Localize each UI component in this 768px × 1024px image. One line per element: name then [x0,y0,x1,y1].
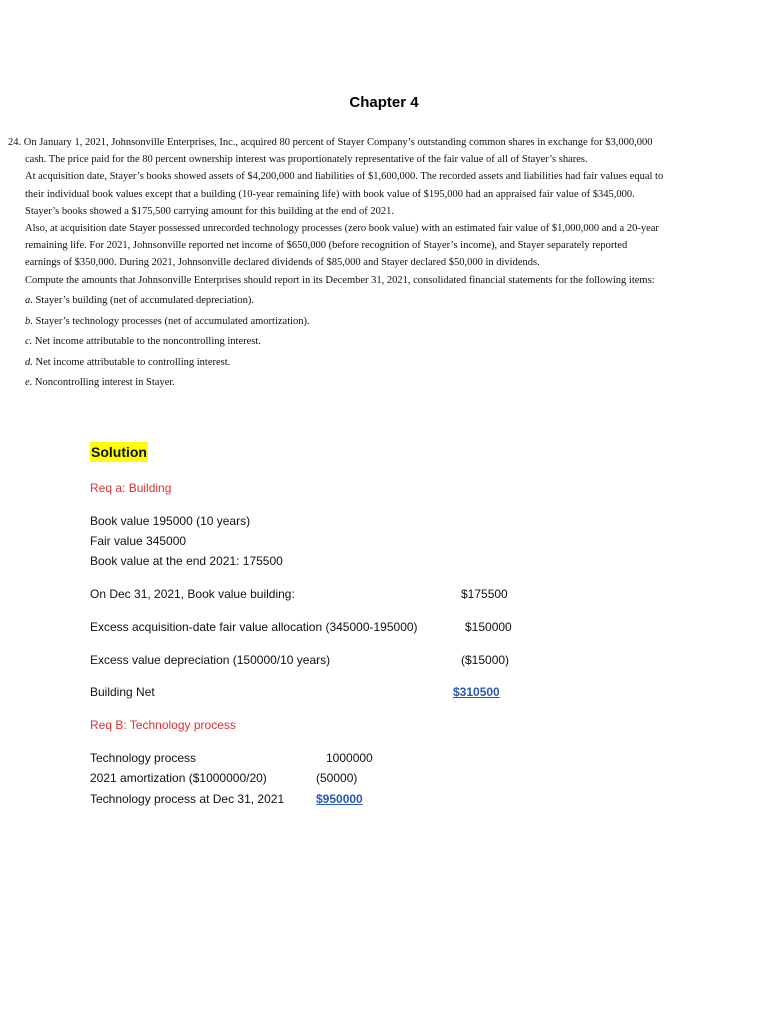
problem-line: Also, at acquisition date Stayer possessed unrecorded technology processes (zero book value) with an estimated fair value of $1,000,000 and a 20-year [25,223,659,235]
calc-label: Excess acquisition-date fair value allocation (345000-195000) [90,620,418,634]
item-letter: c. [25,336,33,348]
chapter-title: Chapter 4 [349,94,419,111]
item-letter: b. [25,315,33,327]
item-text: Net income attributable to the noncontrolling interest. [34,336,261,348]
calc-amount: 1000000 [326,751,373,765]
calc-label: Technology process [90,751,197,765]
calc-label: On Dec 31, 2021, Book value building: [90,587,295,601]
question-item [25,291,310,312]
building-net-total[interactable]: $310500 [453,685,500,699]
req-b-heading: Req B: Technology process [90,718,236,732]
info-line: Book value at the end 2021: 175500 [90,554,283,568]
problem-line: cash. The price paid for the 80 percent ownership interest was proportionately representative of the fair value of all of Stayer’s shares. [25,154,588,166]
item-text: Stayer’s building (net of accumulated depreciation). [35,295,254,306]
question-item [25,332,310,353]
item-text: Noncontrolling interest in Stayer. [34,377,175,389]
info-line: Book value 195000 (10 years) [90,514,251,528]
info-line: Fair value 345000 [90,534,187,548]
problem-line: earnings of $350,000. During 2021, Johnsonville declared dividends of $85,000 and Stayer declared $50,000 in dividends. [25,257,540,269]
item-letter: d. [25,356,33,368]
problem-line: Stayer’s books showed a $175,500 carrying amount for this building at the end of 2021. [25,205,394,217]
question-item [25,373,310,394]
calc-amount: ($15000) [461,653,510,667]
question-item [25,353,310,374]
calc-label: 2021 amortization ($1000000/20) [90,771,267,785]
calc-amount: $150000 [465,620,512,634]
technology-total[interactable]: $950000 [316,792,363,806]
item-text: Net income attributable to controlling interest. [35,356,231,368]
calc-label: Technology process at Dec 31, 2021 [90,792,285,806]
calc-label: Building Net [90,685,155,699]
req-a-heading: Req a: Building [90,481,172,495]
problem-line: At acquisition date, Stayer’s books showed assets of $4,200,000 and liabilities of $1,600,000. The recorded assets and liabilities had fair values equal to [25,171,664,183]
problem-line: remaining life. For 2021, Johnsonville reported net income of $650,000 (before recognition of Stayer’s income), and Stayer separately reported [25,240,628,252]
item-text: Stayer’s technology processes (net of accumulated amortization). [35,315,310,327]
problem-line: their individual book values except that a building (10-year remaining life) with book value of $195,000 had an appraised fair value of $345,000. [25,188,635,200]
calc-amount: (50000) [316,771,358,785]
question-items [25,291,310,394]
calc-label: Excess value depreciation (150000/10 years) [90,653,331,667]
item-letter: a. [25,295,33,306]
problem-line: 24. On January 1, 2021, Johnsonville Enterprises, Inc., acquired 80 percent of Stayer Company’s outstanding common shares in exchange for $3,000,000 [8,137,653,148]
item-letter: e. [25,377,33,389]
question-item [25,312,310,333]
problem-line: Compute the amounts that Johnsonville Enterprises should report in its December 31, 2021, consolidated financial statements for the following items: [25,274,655,286]
calc-amount: $175500 [461,587,508,601]
problem-statement [8,134,748,289]
solution-title: Solution [91,444,147,460]
